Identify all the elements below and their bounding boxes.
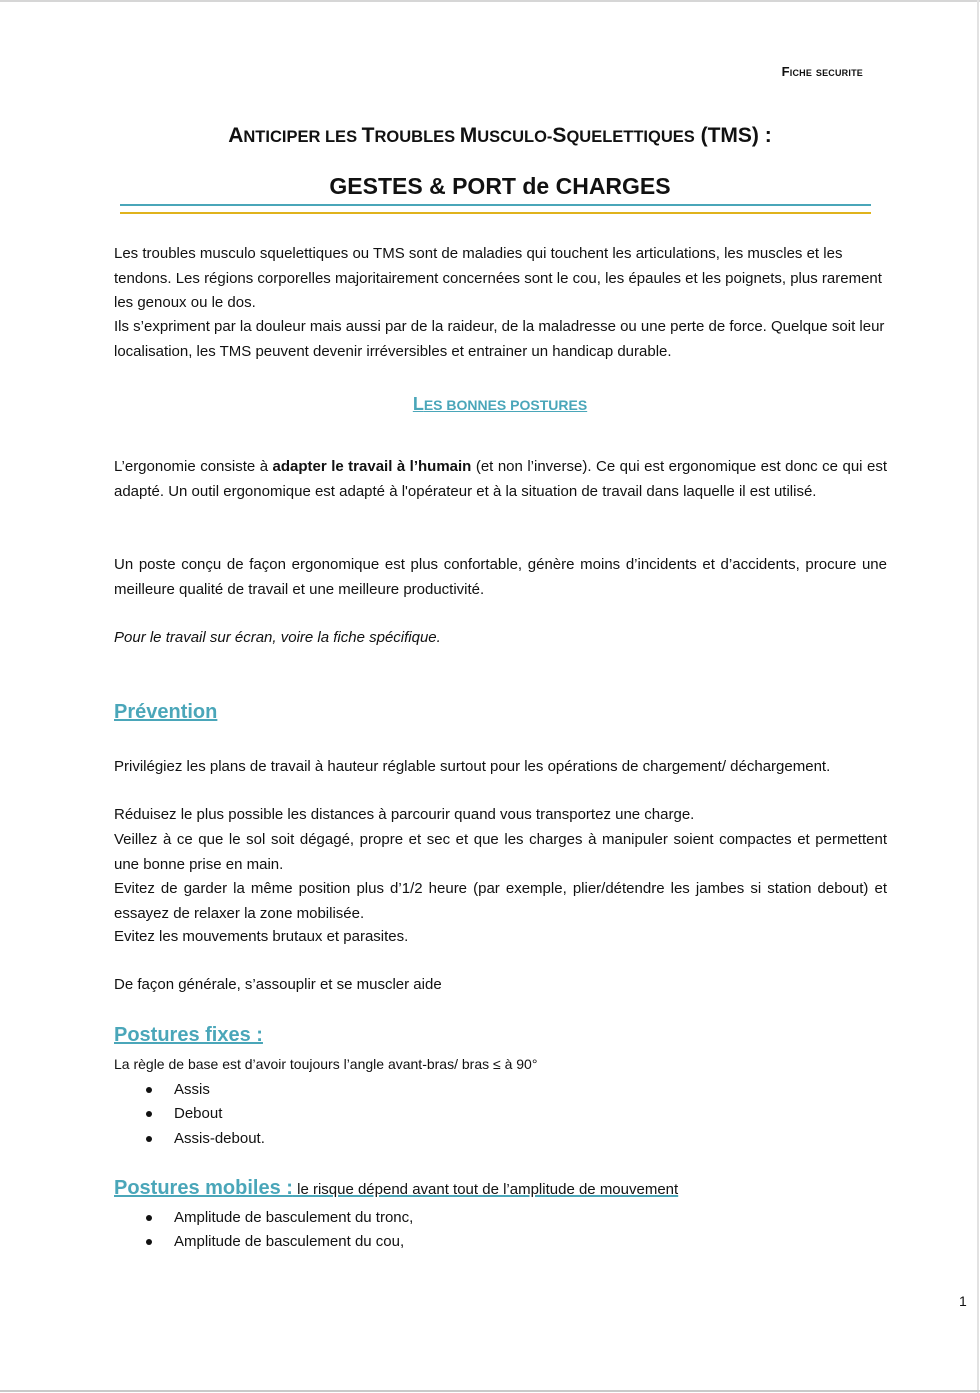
section-title-bonnes-postures (0, 394, 980, 415)
ergonomie-text-bold: adapter le travail à l’humain (272, 458, 472, 475)
prevention-general: De façon générale, s’assouplir et se muscler aide (114, 976, 442, 993)
page-edge-top (0, 0, 980, 2)
title-cap-letter: A (228, 124, 244, 147)
list-item: Amplitude de basculement du tronc, (146, 1206, 846, 1230)
ergonomie-text-before: L’ergonomie consiste à (114, 458, 273, 475)
heading-postures-mobiles (114, 1177, 678, 1200)
list-item: Assis-debout. (146, 1127, 846, 1151)
heading-prevention: Prévention (114, 701, 218, 723)
title-cap-letter: T (361, 124, 375, 147)
document-header-label: Fiche securite (781, 64, 863, 79)
document-title-line-1 (0, 124, 980, 148)
title-small-caps: NTICIPER LES (243, 128, 362, 146)
list-item: Assis (146, 1078, 846, 1102)
document-title-line-2: GESTES & PORT de CHARGES (329, 173, 671, 199)
intro-paragraph-1: Les troubles musculo squelettiques ou TMS sont de maladies qui touchent les articulations, les muscles et les tendons. Les régions corporelles majoritairement concernées sont le cou, les épaules et les poignets, plus rarement les genoux ou le dos. (114, 245, 882, 311)
prevention-line-2: Réduisez le plus possible les distances à parcourir quand vous transportez une charge. (114, 806, 695, 823)
page-edge-bottom (0, 1390, 980, 1392)
heading-postures-fixes: Postures fixes : (114, 1024, 263, 1046)
ecran-note: Pour le travail sur écran, voire la fiche spécifique. (114, 629, 441, 646)
prevention-line-4: Evitez de garder la même position plus d’1/2 heure (par exemple, plier/détendre les jambes si station debout) et essayez de relaxer la zone mobilisée. (114, 880, 887, 922)
title-small-caps: QUELETTIQUES (566, 128, 695, 146)
ergonomie-paragraph (114, 455, 887, 504)
poste-paragraph: Un poste conçu de façon ergonomique est plus confortable, génère moins d’incidents et d’accidents, procure une meilleure qualité de travail et une meilleure productivité. (114, 556, 887, 598)
section-title-cap: L (412, 394, 424, 414)
title-cap-letter: S (552, 124, 567, 147)
postures-mobiles-heading-text: Postures mobiles : (114, 1177, 293, 1199)
postures-mobiles-list (146, 1206, 846, 1255)
list-item: Debout (146, 1102, 846, 1126)
title-underline-gold (120, 212, 871, 214)
section-title-small-caps: ES BONNES POSTURES (423, 397, 588, 413)
title-small-caps: USCULO- (477, 128, 553, 146)
title-underline-blue (120, 204, 871, 206)
title-small-caps: ROUBLES (374, 128, 460, 146)
prevention-line-1: Privilégiez les plans de travail à hauteur réglable surtout pour les opérations de chargement/ déchargement. (114, 758, 831, 775)
prevention-line-5: Evitez les mouvements brutaux et parasites. (114, 928, 409, 945)
postures-mobiles-inline-text: le risque dépend avant tout de l’amplitude de mouvement (292, 1181, 679, 1198)
list-item: Amplitude de basculement du cou, (146, 1230, 846, 1254)
intro-paragraph-2: Ils s’expriment par la douleur mais aussi par de la raideur, de la maladresse ou une perte de force. Quelque soit leur localisation, les TMS peuvent devenir irréversibles et entrainer un handicap durable. (114, 318, 885, 360)
page-number: 1 (959, 1293, 967, 1309)
postures-fixes-rule: La règle de base est d’avoir toujours l’angle avant-bras/ bras ≤ à 90° (114, 1056, 538, 1072)
page-edge-right (977, 0, 979, 1393)
ergonomie-text-after: (et non l’inverse). Ce qui est ergonomique est donc ce qui est adapté. Un outil ergonomique est adapté à l'opérateur et à la situation de travail dans laquelle il est utilisé. (114, 458, 887, 500)
prevention-line-3: Veillez à ce que le sol soit dégagé, propre et sec et que les charges à manipuler soient compactes et permettent une bonne prise en main. (114, 831, 887, 873)
title-cap-letter: M (459, 124, 478, 147)
postures-fixes-list (146, 1078, 846, 1151)
title-tail: (TMS) : (694, 124, 772, 147)
